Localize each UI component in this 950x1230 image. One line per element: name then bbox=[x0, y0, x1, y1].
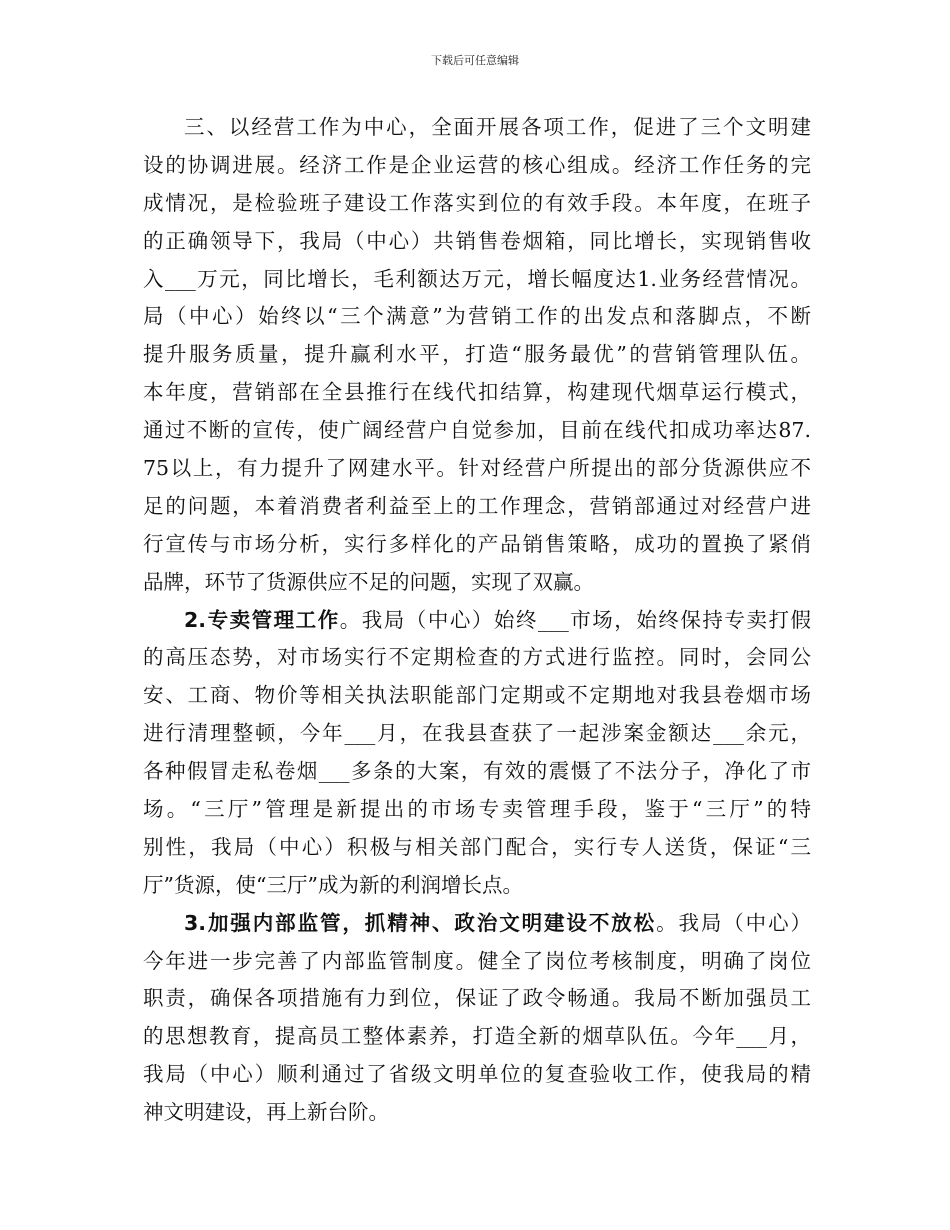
paragraph-line: 神文明建设，再上新台阶。 bbox=[143, 1100, 389, 1125]
paragraph-first-line bbox=[143, 905, 811, 943]
paragraph-line: 足的问题，本着消费者利益至上的工作理念，营销部通过对经营户进 bbox=[143, 493, 811, 518]
paragraph-text: 。我局（中心）始终___市场，始终保持专卖打假 bbox=[339, 607, 811, 632]
paragraph-line: 本年度，营销部在全县推行在线代扣结算，构建现代烟草运行模式， bbox=[143, 380, 811, 405]
paragraph-line: 别性，我局（中心）积极与相关部门配合，实行专人送货，保证“三 bbox=[143, 834, 811, 859]
paragraph-line: 的高压态势，对市场实行不定期检查的方式进行监控。同时，会同公 bbox=[143, 645, 811, 670]
paragraph-line: 行宣传与市场分析，实行多样化的产品销售策略，成功的置换了紧俏 bbox=[143, 531, 811, 556]
page-header: 下载后可任意编辑 bbox=[431, 54, 519, 67]
paragraph-line: 各种假冒走私卷烟___多条的大案，有效的震慑了不法分子，净化了市 bbox=[143, 759, 811, 784]
paragraph-line: 场。“三厅”管理是新提出的市场专卖管理手段，鉴于“三厅”的特 bbox=[143, 797, 811, 822]
paragraph-line: 厅”货源，使“三厅”成为新的利润增长点。 bbox=[143, 872, 523, 897]
paragraph-line: 入___万元，同比增长，毛利额达万元，增长幅度达1.业务经营情况。 bbox=[143, 266, 811, 291]
paragraph-line: 进行清理整顿，今年___月，在我县查获了一起涉案金额达___余元， bbox=[143, 721, 811, 746]
paragraph-line: 提升服务质量，提升赢利水平，打造“服务最优”的营销管理队伍。 bbox=[143, 342, 811, 367]
paragraph-line: 的正确领导下，我局（中心）共销售卷烟箱，同比增长，实现销售收 bbox=[143, 228, 811, 253]
paragraph-line: 职责，确保各项措施有力到位，保证了政令畅通。我局不断加强员工 bbox=[143, 986, 811, 1011]
paragraph-line: 三、以经营工作为中心，全面开展各项工作，促进了三个文明建 bbox=[184, 115, 811, 139]
paragraph-line: 设的协调进展。经济工作是企业运营的核心组成。经济工作任务的完 bbox=[143, 152, 811, 177]
paragraph-line: 安、工商、物价等相关执法职能部门定期或不定期地对我县卷烟市场 bbox=[143, 683, 811, 708]
paragraph-line: 的思想教育，提高员工整体素养，打造全新的烟草队伍。今年___月， bbox=[143, 1024, 811, 1049]
paragraph-line: 我局（中心）顺利通过了省级文明单位的复查验收工作，使我局的精 bbox=[143, 1062, 811, 1087]
section-heading: 3.加强内部监管，抓精神、政治文明建设不放松 bbox=[184, 910, 657, 935]
section-heading: 2.专卖管理工作 bbox=[184, 607, 340, 632]
paragraph-text: 。我局（中心） bbox=[656, 910, 811, 935]
document-body bbox=[143, 109, 811, 1132]
paragraph-line: 品牌，环节了货源供应不足的问题，实现了双赢。 bbox=[143, 569, 594, 594]
paragraph-line: 今年进一步完善了内部监管制度。健全了岗位考核制度，明确了岗位 bbox=[143, 948, 811, 973]
paragraph-line: 局（中心）始终以“三个满意”为营销工作的出发点和落脚点，不断 bbox=[143, 304, 811, 329]
paragraph-line: 通过不断的宣传，使广阔经营户自觉参加，目前在线代扣成功率达87. bbox=[143, 418, 811, 443]
paragraph-line: 成情况，是检验班子建设工作落实到位的有效手段。本年度，在班子 bbox=[143, 190, 811, 215]
paragraph-first-line bbox=[143, 602, 811, 640]
paragraph-line: 75以上，有力提升了网建水平。针对经营户所提出的部分货源供应不 bbox=[143, 456, 811, 481]
